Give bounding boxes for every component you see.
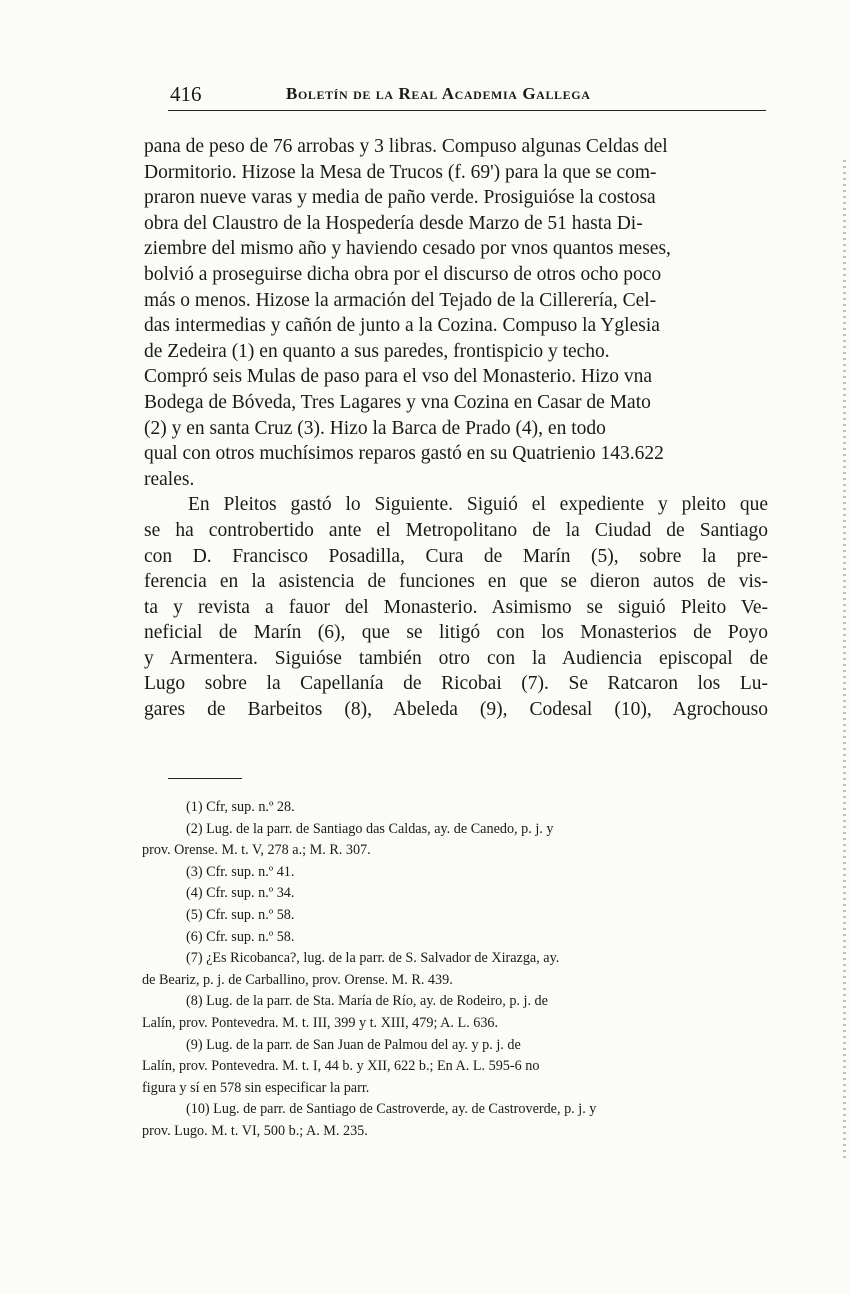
footnote-line: (1) Cfr, sup. n.º 28. — [186, 799, 295, 815]
footnote-line: Lalín, prov. Pontevedra. M. t. I, 44 b. y XII, 622 b.; En A. L. 595-6 no — [142, 1058, 540, 1075]
footnote-line: Lalín, prov. Pontevedra. M. t. III, 399 y t. XIII, 479; A. L. 636. — [142, 1014, 499, 1031]
text-line: ferencia en la asistencia de funciones en que se dieron autos de vis- — [144, 571, 768, 593]
text-line: Lugo sobre la Capellanía de Ricobai (7). Se Ratcaron los Lu- — [144, 673, 768, 695]
footnote-line: (2) Lug. de la parr. de Santiago das Caldas, ay. de Canedo, p. j. y — [186, 820, 554, 837]
text-line: más o menos. Hizose la armación del Tejado de la Cillerería, Cel- — [144, 289, 657, 311]
footnote — [142, 1099, 766, 1142]
text-line: neficial de Marín (6), que se litigó con los Monasterios de Poyo — [144, 622, 768, 644]
running-title: Boletín de la Real Academia Gallega — [286, 84, 591, 103]
footnote — [142, 819, 766, 862]
footnote-separator — [168, 778, 242, 779]
footnote-line: de Beariz, p. j. de Carballino, prov. Orense. M. R. 439. — [142, 971, 453, 988]
paragraph-1 — [144, 134, 768, 492]
text-line: bolvió a proseguirse dicha obra por el discurso de otros ocho poco — [144, 263, 662, 285]
text-line: se ha controbertido ante el Metropolitano de la Ciudad de Santiago — [144, 519, 768, 541]
text-line: ziembre del mismo año y haviendo cesado por vnos quantos meses, — [144, 238, 671, 260]
footnote — [142, 927, 766, 949]
text-line: ta y revista a fauor del Monasterio. Asimismo se siguió Pleito Ve- — [144, 596, 768, 618]
footnote-line: prov. Lugo. M. t. VI, 500 b.; A. M. 235. — [142, 1122, 368, 1139]
footnote — [142, 905, 766, 927]
footnote — [142, 883, 766, 905]
footnote — [142, 991, 766, 1034]
page-header — [168, 80, 766, 111]
body-text — [144, 134, 768, 723]
text-line: con D. Francisco Posadilla, Cura de Marín (5), sobre la pre- — [144, 545, 768, 567]
scan-edge-mark — [843, 160, 846, 1160]
text-line: (2) y en santa Cruz (3). Hizo la Barca de Prado (4), en todo — [144, 417, 606, 439]
text-line: de Zedeira (1) en quanto a sus paredes, frontispicio y techo. — [144, 340, 610, 362]
text-line: praron nueve varas y media de paño verde. Prosiguióse la costosa — [144, 187, 656, 209]
text-line: Dormitorio. Hizose la Mesa de Trucos (f. 69') para la que se com- — [144, 161, 657, 183]
text-line: reales. — [144, 468, 195, 490]
footnote-line: (7) ¿Es Ricobanca?, lug. de la parr. de S. Salvador de Xirazga, ay. — [186, 950, 560, 967]
text-line: Bodega de Bóveda, Tres Lagares y vna Cozina en Casar de Mato — [144, 391, 651, 413]
footnotes — [142, 797, 766, 1143]
footnote-line: (10) Lug. de parr. de Santiago de Castroverde, ay. de Castroverde, p. j. y — [186, 1101, 597, 1118]
footnote-line: prov. Orense. M. t. V, 278 a.; M. R. 307. — [142, 842, 371, 859]
footnote — [142, 1035, 766, 1100]
footnote-line: (9) Lug. de la parr. de San Juan de Palmou del ay. y p. j. de — [186, 1036, 521, 1053]
text-line: gares de Barbeitos (8), Abeleda (9), Codesal (10), Agrochouso — [144, 699, 768, 721]
text-line: das intermedias y cañón de junto a la Cozina. Compuso la Yglesia — [144, 315, 660, 337]
footnote-line: (4) Cfr. sup. n.º 34. — [186, 885, 295, 902]
footnote-line: (8) Lug. de la parr. de Sta. María de Río, ay. de Rodeiro, p. j. de — [186, 993, 548, 1010]
text-line: pana de peso de 76 arrobas y 3 libras. Compuso algunas Celdas del — [144, 136, 668, 157]
footnote — [142, 862, 766, 884]
footnote-line: (5) Cfr. sup. n.º 58. — [186, 906, 295, 923]
text-line: Compró seis Mulas de paso para el vso del Monasterio. Hizo vna — [144, 366, 652, 388]
footnote — [142, 797, 766, 819]
page-number: 416 — [170, 82, 202, 106]
footnote — [142, 948, 766, 991]
text-line: En Pleitos gastó lo Siguiente. Siguió el expediente y pleito que — [188, 494, 768, 516]
footnote-line: (3) Cfr. sup. n.º 41. — [186, 863, 295, 880]
footnote-line: (6) Cfr. sup. n.º 58. — [186, 928, 295, 945]
text-line: y Armentera. Siguióse también otro con la Audiencia episcopal de — [144, 647, 768, 669]
text-line: obra del Claustro de la Hospedería desde Marzo de 51 hasta Di- — [144, 212, 643, 234]
paragraph-2 — [144, 492, 768, 722]
text-line: qual con otros muchísimos reparos gastó en su Quatrienio 143.622 — [144, 443, 664, 465]
footnote-line: figura y sí en 578 sin especificar la parr. — [142, 1079, 370, 1096]
